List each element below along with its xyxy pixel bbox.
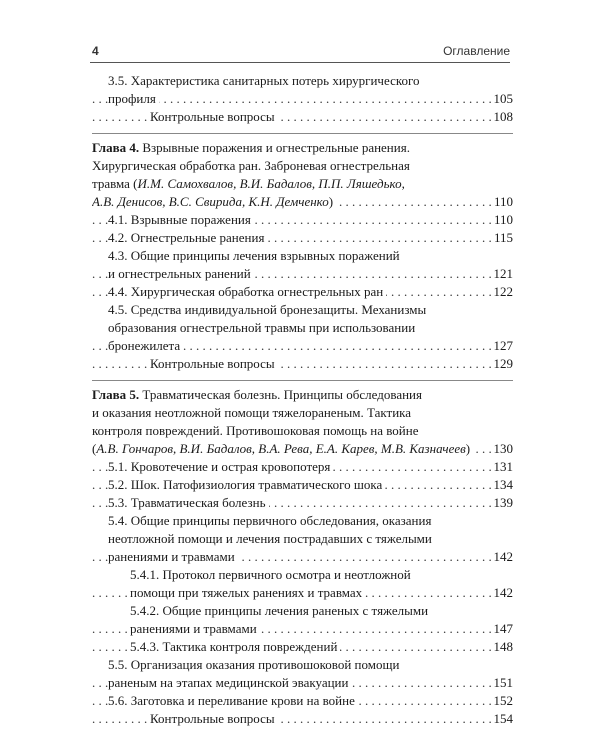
chapter-label: Глава 4. [92, 140, 140, 155]
toc-entry-text [108, 338, 183, 353]
authors: А.В. Гончаров, В.И. Бадалов, В.А. Рева, Е.А. Карев, М.В. Казначеев [96, 441, 466, 456]
toc-entry-text [108, 477, 385, 492]
toc-entry-text [108, 459, 333, 474]
toc-entry-text [108, 693, 358, 708]
toc-entry-line[interactable] [92, 692, 513, 710]
toc-entry-line[interactable] [92, 337, 513, 355]
entry-title: Контрольные вопросы [150, 711, 275, 726]
toc-entry-text [92, 387, 425, 402]
toc-entry-line [92, 139, 513, 157]
toc-entry-line[interactable] [92, 494, 513, 512]
toc-entry-line[interactable] [92, 211, 513, 229]
toc-entry-line [92, 175, 513, 193]
toc-entry-text [150, 109, 278, 124]
toc-section [92, 72, 513, 133]
entry-title: ранениями и травмами [108, 549, 235, 564]
page-ref: 134 [491, 476, 514, 494]
header-divider [90, 62, 510, 63]
page-ref: 152 [491, 692, 514, 710]
entry-title-tail: ) [465, 441, 471, 456]
page-ref: 110 [491, 193, 513, 211]
toc-entry-line [92, 72, 513, 90]
toc-entry-line [92, 157, 513, 175]
toc-entry-line[interactable] [92, 476, 513, 494]
authors: И.М. Самохвалов, В.И. Бадалов, П.П. Ляшедько, [137, 176, 405, 191]
toc-entry-text [108, 230, 267, 245]
toc-entry-text [108, 212, 254, 227]
page-ref: 129 [491, 355, 514, 373]
toc-entry-text [92, 140, 413, 155]
toc-entry-text [108, 495, 269, 510]
toc-entry-text [108, 549, 238, 564]
entry-title: травма ( [92, 176, 138, 191]
toc-section [92, 139, 513, 380]
entry-title: и огнестрельных ранений [108, 266, 251, 281]
toc-entry-line[interactable] [92, 674, 513, 692]
toc-entry-text [108, 302, 429, 317]
toc-entry-line[interactable] [92, 90, 513, 108]
toc-entry-line [92, 319, 513, 337]
page-ref: 127 [491, 337, 514, 355]
entry-title-tail: ) [328, 194, 334, 209]
entry-title: 4.1. Взрывные поражения [108, 212, 251, 227]
toc-entry-text [108, 248, 403, 263]
toc-entry-text [108, 266, 254, 281]
toc-entry-line[interactable] [92, 193, 513, 211]
page-ref: 105 [491, 90, 514, 108]
toc-entry-text [92, 176, 408, 191]
toc-entry-text [130, 639, 340, 654]
entry-title: 4.4. Хирургическая обработка огнестрельных ран [108, 284, 384, 299]
entry-title: Хирургическая обработка ран. Заброневая огнестрельная [92, 158, 410, 173]
page-ref: 108 [491, 108, 514, 126]
toc-entry-text [130, 585, 365, 600]
entry-title: 4.2. Огнестрельные ранения [108, 230, 265, 245]
toc-entry-text [108, 513, 434, 528]
toc-entry-text [92, 423, 421, 438]
table-of-contents [92, 72, 513, 735]
entry-title: 5.4.3. Тактика контроля повреждений [130, 639, 338, 654]
toc-entry-line[interactable] [92, 548, 513, 566]
toc-entry-line[interactable] [92, 458, 513, 476]
page-ref: 147 [491, 620, 514, 638]
page-ref: 115 [491, 229, 513, 247]
toc-entry-line[interactable] [92, 265, 513, 283]
section-divider [92, 133, 513, 134]
toc-entry-line [92, 301, 513, 319]
toc-entry-line[interactable] [92, 108, 513, 126]
toc-entry-text [108, 531, 435, 546]
entry-title: 5.2. Шок. Патофизиология травматического шока [108, 477, 383, 492]
toc-entry-text [108, 91, 159, 106]
authors: А.В. Денисов, В.С. Свирида, К.Н. Демченко [92, 194, 329, 209]
entry-title: ( [92, 441, 97, 456]
toc-entry-line [92, 422, 513, 440]
toc-entry-line [92, 247, 513, 265]
toc-entry-text [130, 621, 260, 636]
entry-title: 5.4. Общие принципы первичного обследования, оказания [108, 513, 432, 528]
page-ref: 131 [491, 458, 514, 476]
entry-title: раненым на этапах медицинской эвакуации [108, 675, 349, 690]
toc-entry-line[interactable] [92, 620, 513, 638]
section-divider [92, 380, 513, 381]
toc-entry-line[interactable] [92, 440, 513, 458]
toc-entry-text [108, 284, 386, 299]
entry-title: ранениями и травмами [130, 621, 257, 636]
entry-title: Травматическая болезнь. Принципы обследования [139, 387, 422, 402]
toc-entry-line[interactable] [92, 229, 513, 247]
page-ref: 151 [491, 674, 514, 692]
page-ref: 121 [491, 265, 514, 283]
toc-entry-line [92, 530, 513, 548]
toc-section [92, 386, 513, 735]
toc-entry-line [92, 386, 513, 404]
toc-entry-line [92, 656, 513, 674]
page-ref: 154 [491, 710, 514, 728]
page-ref: 139 [491, 494, 514, 512]
toc-entry-text [108, 73, 423, 88]
entry-title: профиля [108, 91, 156, 106]
page-ref: 142 [491, 548, 514, 566]
entry-title: 4.3. Общие принципы лечения взрывных поражений [108, 248, 400, 263]
entry-title: образования огнестрельной травмы при использовании [108, 320, 416, 335]
toc-entry-text [130, 567, 414, 582]
page-ref: 148 [491, 638, 514, 656]
toc-entry-text [92, 194, 336, 209]
entry-title: Контрольные вопросы [150, 356, 275, 371]
chapter-label: Глава 5. [92, 387, 140, 402]
entry-title: помощи при тяжелых ранениях и травмах [130, 585, 363, 600]
entry-title: бронежилета [108, 338, 181, 353]
page-ref: 130 [491, 440, 514, 458]
entry-title: 5.4.2. Общие принципы лечения раненых с тяжелыми [130, 603, 429, 618]
toc-entry-text [150, 356, 278, 371]
toc-entry-text [108, 657, 402, 672]
toc-entry-line [92, 512, 513, 530]
page-ref: 142 [491, 584, 514, 602]
toc-entry-line[interactable] [92, 355, 513, 373]
toc-entry-text [130, 603, 431, 618]
toc-entry-text [92, 441, 473, 456]
toc-entry-line [92, 566, 513, 584]
entry-title: 5.1. Кровотечение и острая кровопотеря [108, 459, 331, 474]
toc-entry-text [108, 675, 351, 690]
page-number: 4 [92, 44, 99, 58]
toc-entry-line [92, 404, 513, 422]
entry-title: Контрольные вопросы [150, 109, 275, 124]
toc-entry-line [92, 602, 513, 620]
page-ref: 110 [491, 211, 513, 229]
entry-title: 5.4.1. Протокол первичного осмотра и неотложной [130, 567, 411, 582]
toc-entry-text [150, 711, 278, 726]
toc-entry-line[interactable] [92, 638, 513, 656]
toc-entry-text [108, 320, 418, 335]
entry-title: 5.5. Организация оказания противошоковой помощи [108, 657, 400, 672]
entry-title: 5.6. Заготовка и переливание крови на войне [108, 693, 355, 708]
entry-title: 5.3. Травматическая болезнь [108, 495, 266, 510]
toc-entry-line[interactable] [92, 584, 513, 602]
toc-entry-line[interactable] [92, 710, 513, 728]
entry-title: 4.5. Средства индивидуальной бронезащиты. Механизмы [108, 302, 427, 317]
toc-entry-text [92, 405, 414, 420]
toc-entry-line[interactable] [92, 283, 513, 301]
entry-title: Взрывные поражения и огнестрельные ранения. [139, 140, 410, 155]
entry-title: 3.5. Характеристика санитарных потерь хирургического [108, 73, 420, 88]
entry-title: и оказания неотложной помощи тяжелораненым. Тактика [92, 405, 412, 420]
toc-entry-text [92, 158, 413, 173]
entry-title: неотложной помощи и лечения пострадавших с тяжелыми [108, 531, 432, 546]
entry-title: контроля повреждений. Противошоковая помощь на войне [92, 423, 419, 438]
page-ref: 122 [491, 283, 514, 301]
running-title: Оглавление [443, 44, 510, 58]
